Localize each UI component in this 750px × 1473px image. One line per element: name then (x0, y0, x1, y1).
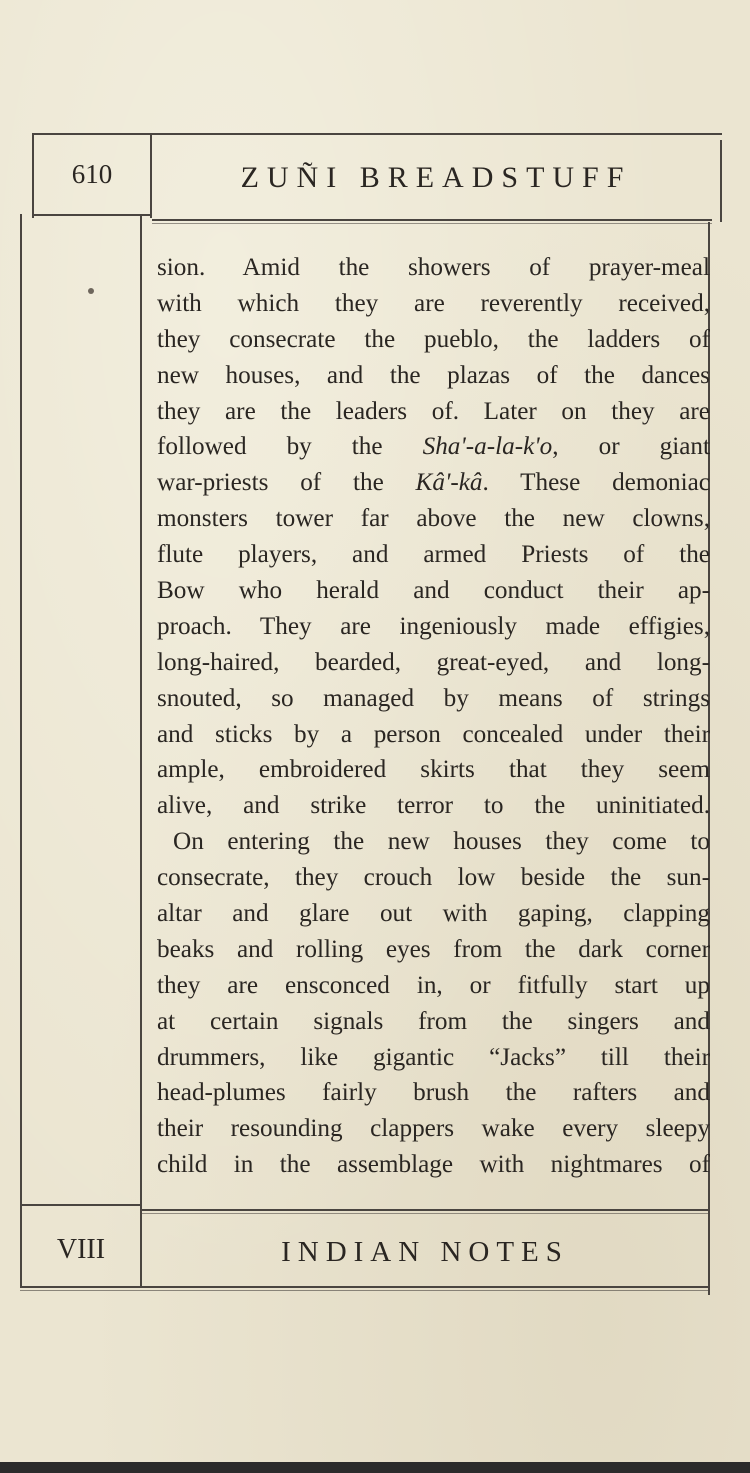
italic-term: Kâ'-kâ (415, 469, 483, 497)
margin-dot (88, 288, 94, 294)
header-rule-left (32, 214, 150, 216)
text-line: ample, embroidered skirts that they seem (157, 756, 710, 784)
italic-term: Sha'-a-la-k'o (422, 433, 553, 461)
text-line: consecrate, they crouch low beside the sun- (157, 864, 710, 892)
page-number: 610 (71, 159, 113, 189)
text-segment: . These demoniac (482, 469, 710, 497)
text-line: beaks and rolling eyes from the dark corner (157, 935, 710, 963)
footer-rule-left (20, 1204, 140, 1206)
text-line: at certain signals from the singers and (157, 1007, 710, 1035)
body-text (157, 250, 710, 1183)
text-line: long-haired, bearded, great-eyed, and long- (157, 648, 710, 676)
text-line (157, 465, 710, 501)
text-line: with which they are reverently received, (157, 289, 710, 317)
column-divider (140, 216, 142, 1286)
text-segment: followed by the (157, 433, 423, 461)
frame-bottom-rule (20, 1286, 710, 1288)
text-line: alive, and strike terror to the uninitiated. (157, 792, 710, 820)
series-numeral: VIII (56, 1234, 106, 1265)
running-title: ZUÑI BREADSTUFF (240, 161, 632, 194)
scan-bottom-edge (0, 1462, 750, 1473)
frame-bottom-rule-shadow (20, 1290, 710, 1291)
text-line: proach. They are ingeniously made effigies, (157, 612, 710, 640)
frame-top-rule (33, 133, 722, 135)
text-line: child in the assemblage with nightmares of (157, 1151, 710, 1179)
text-line: Bow who herald and conduct their ap- (157, 577, 710, 605)
header-rule-right (152, 219, 712, 221)
text-line: their resounding clappers wake every sleepy (157, 1115, 710, 1143)
text-line: On entering the new houses they come to (173, 828, 710, 856)
frame-left-rule (20, 214, 22, 1287)
text-line (157, 429, 710, 465)
text-line: snouted, so managed by means of strings (157, 684, 710, 712)
header-rule-right-double (152, 223, 712, 224)
text-line: sion. Amid the showers of prayer-meal (157, 254, 710, 281)
text-line: they consecrate the pueblo, the ladders of (157, 325, 710, 353)
text-line: new houses, and the plazas of the dances (157, 361, 710, 389)
text-line: flute players, and armed Priests of the (157, 541, 710, 569)
footer-rule-right-double (142, 1213, 708, 1214)
text-segment: war-priests of the (157, 469, 416, 497)
footer-rule-right (142, 1209, 708, 1211)
text-line: and sticks by a person concealed under their (157, 720, 710, 748)
text-line: drummers, like gigantic “Jacks” till their (157, 1043, 710, 1071)
text-line: monsters tower far above the new clowns, (157, 505, 710, 533)
frame-right-rule-header (720, 140, 722, 222)
text-line: they are ensconced in, or fitfully start up (157, 971, 710, 999)
text-segment: , or giant (552, 433, 710, 461)
text-line: they are the leaders of. Later on they are (157, 397, 710, 425)
text-line: altar and glare out with gaping, clapping (157, 900, 710, 928)
text-line: head-plumes fairly brush the rafters and (157, 1079, 710, 1107)
series-title: INDIAN NOTES (281, 1236, 569, 1268)
